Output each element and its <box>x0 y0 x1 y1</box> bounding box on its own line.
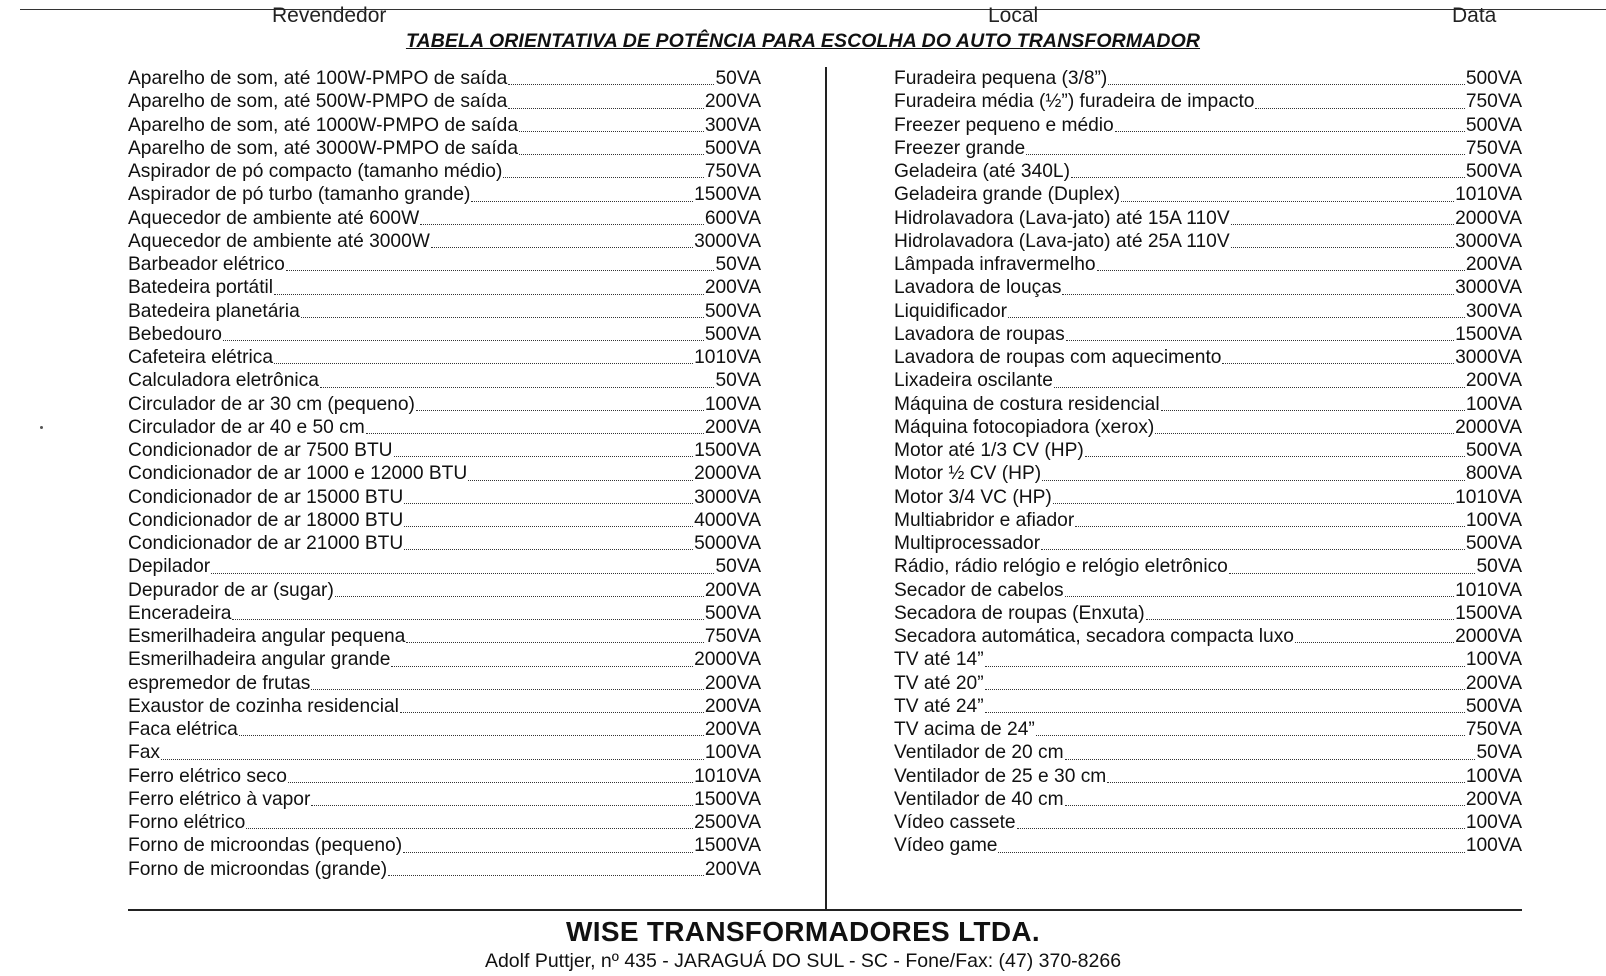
power-value: 500VA <box>1465 68 1522 89</box>
leader-dots <box>1155 433 1454 434</box>
power-value: 750VA <box>1465 719 1522 740</box>
left-column-table <box>128 67 761 881</box>
power-value: 200VA <box>704 719 761 740</box>
appliance-name: Aparelho de som, até 100W-PMPO de saída <box>128 68 508 89</box>
right-column-table <box>894 67 1522 858</box>
appliance-name: Forno de microondas (pequeno) <box>128 835 403 857</box>
appliance-name: Lixadeira oscilante <box>894 370 1053 392</box>
leader-dots <box>161 759 704 760</box>
power-value: 3000VA <box>1455 277 1522 299</box>
power-value: 200VA <box>1465 672 1522 694</box>
appliance-name: Lavadora de louças <box>894 277 1062 299</box>
table-row <box>894 741 1522 764</box>
appliance-name: espremedor de frutas <box>128 672 311 694</box>
table-row <box>894 555 1522 578</box>
leader-dots <box>366 433 704 434</box>
table-row <box>894 579 1522 602</box>
appliance-name: Ventilador de 25 e 30 cm <box>894 765 1107 787</box>
leader-dots <box>1066 340 1454 341</box>
power-value: 200VA <box>704 672 761 694</box>
power-value: 800VA <box>1465 463 1522 485</box>
leader-dots <box>223 340 704 341</box>
leader-dots <box>416 410 704 411</box>
column-divider <box>825 67 827 911</box>
power-value: 50VA <box>715 68 761 89</box>
appliance-name: Barbeador elétrico <box>128 254 285 275</box>
table-row <box>128 648 761 671</box>
leader-dots <box>406 642 703 643</box>
power-value: 500VA <box>1465 161 1522 182</box>
power-value: 500VA <box>704 300 761 322</box>
appliance-name: Faca elétrica <box>128 719 238 740</box>
power-value: 100VA <box>1465 812 1522 833</box>
power-value: 1010VA <box>1455 184 1522 206</box>
leader-dots <box>1075 526 1465 527</box>
leader-dots <box>1036 735 1465 736</box>
appliance-name: TV até 20” <box>894 672 984 694</box>
leader-dots <box>1042 480 1465 481</box>
leader-dots <box>519 131 704 132</box>
leader-dots <box>1054 387 1465 388</box>
table-row <box>894 532 1522 555</box>
appliance-name: Aquecedor de ambiente até 3000W <box>128 230 430 252</box>
leader-dots <box>1231 247 1455 248</box>
appliance-name: Depurador de ar (sugar) <box>128 579 334 601</box>
leader-dots <box>1065 596 1455 597</box>
leader-dots <box>1008 317 1465 318</box>
table-row <box>128 718 761 741</box>
table-row <box>894 230 1522 253</box>
power-value: 4000VA <box>694 509 761 531</box>
table-row <box>894 811 1522 834</box>
table-row <box>128 183 761 206</box>
power-value: 2000VA <box>1455 626 1522 647</box>
leader-dots <box>311 689 703 690</box>
leader-dots <box>1229 573 1476 574</box>
leader-dots <box>400 712 704 713</box>
appliance-name: Rádio, rádio relógio e relógio eletrônico <box>894 556 1228 578</box>
table-row <box>894 207 1522 230</box>
power-value: 200VA <box>1465 254 1522 275</box>
table-row <box>894 67 1522 90</box>
power-value: 1010VA <box>694 347 761 368</box>
leader-dots <box>1107 782 1465 783</box>
power-value: 500VA <box>704 602 761 624</box>
leader-dots <box>468 480 693 481</box>
power-value: 100VA <box>704 393 761 415</box>
leader-dots <box>508 108 703 109</box>
power-value: 750VA <box>1465 91 1522 113</box>
leader-dots <box>1041 549 1465 550</box>
appliance-name: Fax <box>128 742 160 764</box>
table-row <box>128 114 761 137</box>
table-row <box>894 648 1522 671</box>
table-row <box>894 695 1522 718</box>
table-row <box>894 486 1522 509</box>
power-value: 2000VA <box>1455 416 1522 438</box>
power-value: 2000VA <box>694 649 761 671</box>
appliance-name: Ferro elétrico à vapor <box>128 788 311 810</box>
leader-dots <box>1097 270 1465 271</box>
leader-dots <box>1161 410 1465 411</box>
table-row <box>128 509 761 532</box>
leader-dots <box>1065 805 1465 806</box>
company-name: WISE TRANSFORMADORES LTDA. <box>566 916 1040 947</box>
leader-dots <box>985 712 1465 713</box>
table-row <box>128 811 761 834</box>
table-row <box>128 439 761 462</box>
table-row <box>128 137 761 160</box>
leader-dots <box>1115 131 1465 132</box>
footer-rule <box>128 909 1522 911</box>
leader-dots <box>335 596 704 597</box>
appliance-name: Esmerilhadeira angular pequena <box>128 626 406 647</box>
appliance-name: Aquecedor de ambiente até 600W <box>128 207 420 229</box>
leader-dots <box>431 247 693 248</box>
scan-speck <box>40 426 43 429</box>
appliance-name: Freezer pequeno e médio <box>894 114 1114 136</box>
power-value: 500VA <box>1465 695 1522 717</box>
leader-dots <box>286 270 715 271</box>
appliance-name: Circulador de ar 30 cm (pequeno) <box>128 393 415 415</box>
appliance-name: Esmerilhadeira angular grande <box>128 649 391 671</box>
power-value: 50VA <box>1476 742 1522 764</box>
leader-dots <box>998 852 1464 853</box>
appliance-name: Furadeira média (½”) furadeira de impacto <box>894 91 1255 113</box>
leader-dots <box>246 828 693 829</box>
appliance-name: Aparelho de som, até 1000W-PMPO de saída <box>128 114 519 136</box>
power-value: 50VA <box>715 556 761 578</box>
power-value: 1010VA <box>694 765 761 787</box>
leader-dots <box>985 666 1465 667</box>
power-value: 1500VA <box>694 184 761 206</box>
leader-dots <box>404 549 693 550</box>
leader-dots <box>1071 177 1465 178</box>
leader-dots <box>211 573 714 574</box>
table-row <box>894 346 1522 369</box>
appliance-name: TV até 24” <box>894 695 984 717</box>
appliance-name: Ventilador de 40 cm <box>894 788 1064 810</box>
table-row <box>128 858 761 881</box>
appliance-name: Multiabridor e afiador <box>894 509 1075 531</box>
appliance-name: Ventilador de 20 cm <box>894 742 1064 764</box>
appliance-name: Lâmpada infravermelho <box>894 254 1096 275</box>
table-row <box>128 462 761 485</box>
leader-dots <box>1017 828 1465 829</box>
leader-dots <box>1222 363 1454 364</box>
leader-dots <box>301 317 704 318</box>
appliance-name: Vídeo game <box>894 835 998 857</box>
power-value: 50VA <box>1476 556 1522 578</box>
table-row <box>128 369 761 392</box>
appliance-name: Freezer grande <box>894 137 1026 159</box>
power-value: 1500VA <box>1455 323 1522 345</box>
power-value: 500VA <box>1465 533 1522 554</box>
appliance-name: Depilador <box>128 556 211 578</box>
appliance-name: Condicionador de ar 7500 BTU <box>128 440 393 461</box>
appliance-name: Enceradeira <box>128 602 232 624</box>
leader-dots <box>1108 84 1464 85</box>
appliance-name: Ferro elétrico seco <box>128 765 287 787</box>
leader-dots <box>288 782 693 783</box>
leader-dots <box>274 294 704 295</box>
power-value: 600VA <box>704 207 761 229</box>
table-row <box>894 509 1522 532</box>
power-value: 500VA <box>1465 440 1522 461</box>
appliance-name: Circulador de ar 40 e 50 cm <box>128 416 365 438</box>
table-row <box>128 579 761 602</box>
power-value: 2000VA <box>1455 207 1522 229</box>
appliance-name: Liquidificador <box>894 300 1008 322</box>
leader-dots <box>471 201 693 202</box>
table-row <box>894 114 1522 137</box>
leader-dots <box>519 154 704 155</box>
appliance-name: Aspirador de pó compacto (tamanho médio) <box>128 161 503 182</box>
power-value: 1010VA <box>1455 579 1522 601</box>
table-row <box>894 276 1522 299</box>
leader-dots <box>1026 154 1465 155</box>
table-row <box>128 741 761 764</box>
table-row <box>894 90 1522 113</box>
power-value: 200VA <box>704 416 761 438</box>
power-value: 1500VA <box>1455 602 1522 624</box>
power-value: 500VA <box>704 137 761 159</box>
appliance-name: Secadora automática, secadora compacta luxo <box>894 626 1294 647</box>
appliance-name: TV acima de 24” <box>894 719 1035 740</box>
power-value: 300VA <box>1465 300 1522 322</box>
table-row <box>128 67 761 90</box>
power-value: 100VA <box>1465 509 1522 531</box>
header-line <box>20 4 1606 27</box>
leader-dots <box>985 689 1465 690</box>
header-field-reseller: Revendedor <box>272 4 387 27</box>
power-value: 500VA <box>1465 114 1522 136</box>
appliance-name: Aspirador de pó turbo (tamanho grande) <box>128 184 471 206</box>
power-value: 200VA <box>704 858 761 880</box>
power-value: 100VA <box>1465 649 1522 671</box>
leader-dots <box>388 875 704 876</box>
table-row <box>128 323 761 346</box>
appliance-name: Lavadora de roupas <box>894 323 1065 345</box>
appliance-name: Condicionador de ar 21000 BTU <box>128 533 404 554</box>
power-value: 100VA <box>1465 393 1522 415</box>
header-field-location: Local <box>988 4 1039 27</box>
leader-dots <box>1231 224 1455 225</box>
table-row <box>128 300 761 323</box>
leader-dots <box>394 456 694 457</box>
table-row <box>128 625 761 648</box>
appliance-name: Geladeira grande (Duplex) <box>894 184 1121 206</box>
appliance-name: Calculadora eletrônica <box>128 370 319 392</box>
appliance-name: Condicionador de ar 15000 BTU <box>128 486 404 508</box>
appliance-name: Furadeira pequena (3/8”) <box>894 68 1108 89</box>
table-row <box>128 90 761 113</box>
leader-dots <box>420 224 704 225</box>
power-value: 300VA <box>704 114 761 136</box>
table-row <box>128 207 761 230</box>
appliance-name: Cafeteira elétrica <box>128 347 274 368</box>
table-row <box>894 788 1522 811</box>
appliance-name: Batedeira portátil <box>128 277 274 299</box>
leader-dots <box>320 387 715 388</box>
appliance-name: TV até 14” <box>894 649 984 671</box>
power-value: 1010VA <box>1455 486 1522 508</box>
power-value: 200VA <box>704 695 761 717</box>
appliance-name: Geladeira (até 340L) <box>894 161 1070 182</box>
table-row <box>894 416 1522 439</box>
appliance-name: Máquina fotocopiadora (xerox) <box>894 416 1155 438</box>
table-row <box>128 230 761 253</box>
power-value: 200VA <box>704 91 761 113</box>
table-row <box>128 602 761 625</box>
appliance-name: Motor 3/4 VC (HP) <box>894 486 1052 508</box>
leader-dots <box>1255 108 1464 109</box>
table-row <box>894 439 1522 462</box>
table-row <box>894 462 1522 485</box>
table-row <box>128 393 761 416</box>
appliance-name: Lavadora de roupas com aquecimento <box>894 347 1222 368</box>
leader-dots <box>404 526 693 527</box>
power-value: 3000VA <box>1455 230 1522 252</box>
company-address: Adolf Puttjer, nº 435 - JARAGUÁ DO SUL - SC - Fone/Fax: (47) 370-8266 <box>484 950 1122 972</box>
power-value: 750VA <box>1465 137 1522 159</box>
table-row <box>894 765 1522 788</box>
appliance-name: Secador de cabelos <box>894 579 1064 601</box>
appliance-name: Aparelho de som, até 500W-PMPO de saída <box>128 91 508 113</box>
appliance-name: Forno elétrico <box>128 812 246 833</box>
table-row <box>894 625 1522 648</box>
table-row <box>894 834 1522 857</box>
table-row <box>128 276 761 299</box>
power-value: 100VA <box>704 742 761 764</box>
power-value: 3000VA <box>694 486 761 508</box>
appliance-name: Exaustor de cozinha residencial <box>128 695 399 717</box>
leader-dots <box>232 619 703 620</box>
power-value: 1500VA <box>694 440 761 461</box>
leader-dots <box>1121 201 1454 202</box>
leader-dots <box>503 177 703 178</box>
leader-dots <box>1085 456 1465 457</box>
power-value: 3000VA <box>694 230 761 252</box>
appliance-name: Condicionador de ar 1000 e 12000 BTU <box>128 463 468 485</box>
table-row <box>128 788 761 811</box>
table-row <box>894 672 1522 695</box>
power-value: 100VA <box>1465 765 1522 787</box>
leader-dots <box>1295 642 1454 643</box>
appliance-name: Condicionador de ar 18000 BTU <box>128 509 404 531</box>
table-row <box>128 416 761 439</box>
power-value: 1500VA <box>694 788 761 810</box>
power-value: 500VA <box>704 323 761 345</box>
appliance-name: Batedeira planetária <box>128 300 300 322</box>
table-row <box>894 300 1522 323</box>
power-value: 750VA <box>704 161 761 182</box>
appliance-name: Multiprocessador <box>894 533 1041 554</box>
power-value: 1500VA <box>694 835 761 857</box>
table-row <box>128 695 761 718</box>
page-title: TABELA ORIENTATIVA DE POTÊNCIA PARA ESCOLHA DO AUTO TRANSFORMADOR <box>405 30 1201 52</box>
leader-dots <box>274 363 693 364</box>
power-value: 200VA <box>1465 370 1522 392</box>
leader-dots <box>403 852 693 853</box>
table-row <box>128 346 761 369</box>
leader-dots <box>1053 503 1454 504</box>
appliance-name: Hidrolavadora (Lava-jato) até 15A 110V <box>894 207 1230 229</box>
table-row <box>128 253 761 276</box>
table-row <box>128 765 761 788</box>
power-value: 5000VA <box>694 533 761 554</box>
table-row <box>894 137 1522 160</box>
table-row <box>894 183 1522 206</box>
leader-dots <box>1146 619 1454 620</box>
power-value: 100VA <box>1465 835 1522 857</box>
table-row <box>894 718 1522 741</box>
leader-dots <box>404 503 693 504</box>
appliance-name: Motor ½ CV (HP) <box>894 463 1042 485</box>
power-value: 3000VA <box>1455 347 1522 368</box>
appliance-name: Motor até 1/3 CV (HP) <box>894 440 1084 461</box>
table-row <box>894 160 1522 183</box>
leader-dots <box>239 735 704 736</box>
table-row <box>894 602 1522 625</box>
table-row <box>128 672 761 695</box>
leader-dots <box>1065 759 1476 760</box>
appliance-name: Vídeo cassete <box>894 812 1016 833</box>
appliance-name: Máquina de costura residencial <box>894 393 1160 415</box>
table-row <box>128 555 761 578</box>
appliance-name: Bebedouro <box>128 323 222 345</box>
table-row <box>894 369 1522 392</box>
table-row <box>894 393 1522 416</box>
table-row <box>894 323 1522 346</box>
appliance-name: Hidrolavadora (Lava-jato) até 25A 110V <box>894 230 1230 252</box>
power-value: 50VA <box>715 370 761 392</box>
power-value: 2500VA <box>694 812 761 833</box>
table-row <box>128 486 761 509</box>
appliance-name: Aparelho de som, até 3000W-PMPO de saída <box>128 137 519 159</box>
power-value: 200VA <box>1465 788 1522 810</box>
header-field-date: Data <box>1452 4 1497 27</box>
power-value: 200VA <box>704 277 761 299</box>
power-value: 750VA <box>704 626 761 647</box>
power-value: 2000VA <box>694 463 761 485</box>
appliance-name: Secadora de roupas (Enxuta) <box>894 602 1145 624</box>
table-row <box>128 532 761 555</box>
table-row <box>128 834 761 857</box>
appliance-name: Forno de microondas (grande) <box>128 858 388 880</box>
table-row <box>128 160 761 183</box>
leader-dots <box>391 666 693 667</box>
leader-dots <box>508 84 714 85</box>
power-value: 50VA <box>715 254 761 275</box>
leader-dots <box>311 805 693 806</box>
leader-dots <box>1062 294 1454 295</box>
power-value: 200VA <box>704 579 761 601</box>
table-row <box>894 253 1522 276</box>
